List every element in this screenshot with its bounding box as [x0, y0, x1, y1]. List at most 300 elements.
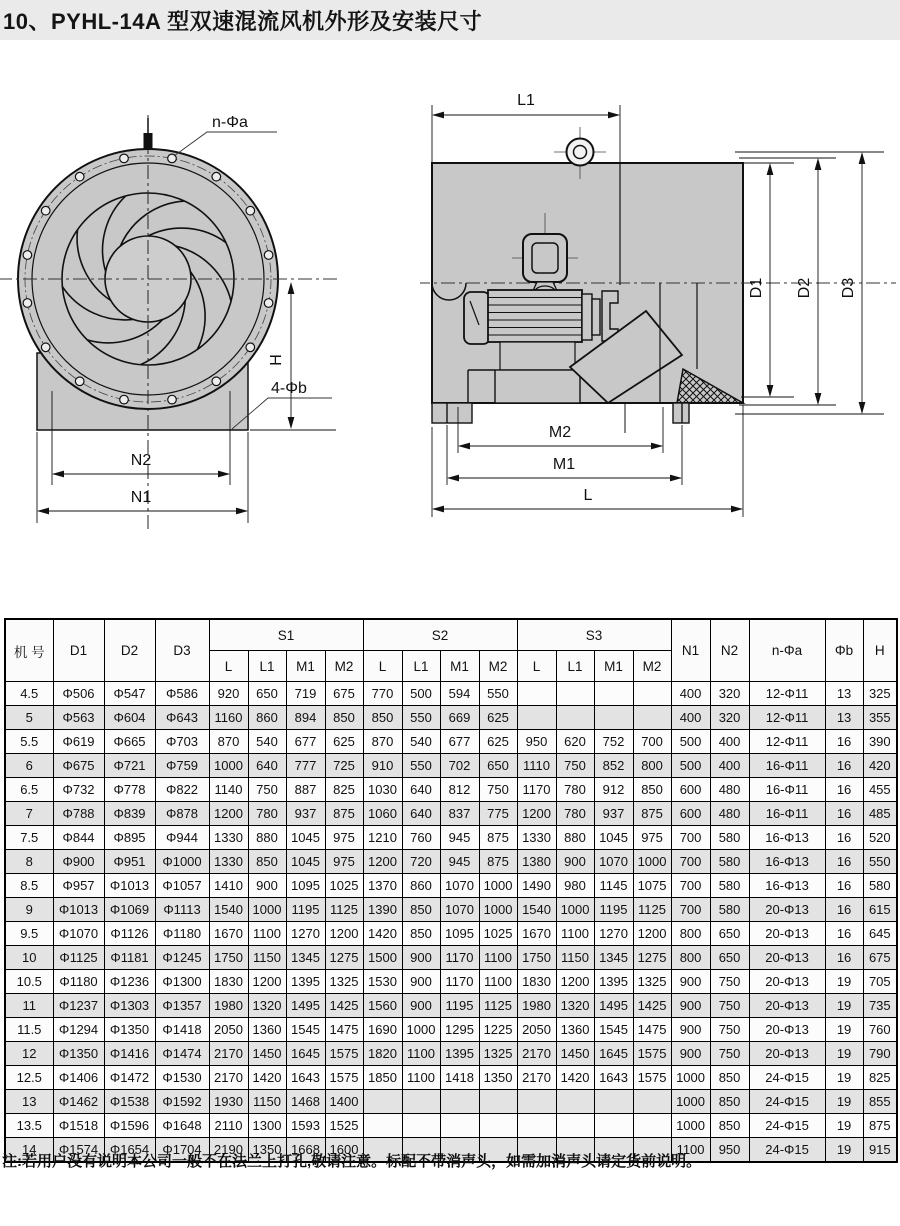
table-cell: 1643 — [594, 1066, 633, 1090]
table-cell: 615 — [863, 898, 897, 922]
sub-header-s2-m2: M2 — [479, 651, 517, 682]
table-cell: 10.5 — [5, 970, 53, 994]
table-cell: 1330 — [517, 826, 556, 850]
table-cell: 16 — [825, 850, 863, 874]
table-cell: 1540 — [517, 898, 556, 922]
table-cell — [633, 1090, 671, 1114]
table-cell: 780 — [556, 802, 594, 826]
table-cell: 1980 — [209, 994, 248, 1018]
table-cell: 700 — [633, 730, 671, 754]
table-cell: 320 — [710, 706, 749, 730]
table-cell: Φ822 — [155, 778, 209, 802]
base-holes-label: 4-Φb — [271, 380, 307, 397]
table-cell: 645 — [863, 922, 897, 946]
table-cell: 550 — [402, 706, 440, 730]
table-cell: Φ1654 — [104, 1138, 155, 1163]
table-cell: 1270 — [286, 922, 325, 946]
l1-label: L1 — [517, 92, 535, 109]
table-cell: 1295 — [440, 1018, 479, 1042]
table-cell: 1400 — [325, 1090, 363, 1114]
table-row — [5, 874, 897, 898]
table-cell: Φ1704 — [155, 1138, 209, 1163]
table-cell — [556, 1090, 594, 1114]
table-cell: 700 — [671, 874, 710, 898]
table-cell: Φ759 — [155, 754, 209, 778]
table-cell: 887 — [286, 778, 325, 802]
table-cell: 1320 — [248, 994, 286, 1018]
col-header-jihao: 机 号 — [5, 619, 53, 682]
table-cell: Φ1538 — [104, 1090, 155, 1114]
sub-header-s3-l1: L1 — [556, 651, 594, 682]
table-row — [5, 778, 897, 802]
table-cell: 14 — [5, 1138, 53, 1163]
table-cell: 750 — [710, 994, 749, 1018]
table-cell: 1450 — [556, 1042, 594, 1066]
table-cell: 725 — [325, 754, 363, 778]
table-cell: 945 — [440, 850, 479, 874]
table-cell: 1395 — [286, 970, 325, 994]
table-cell: 320 — [710, 682, 749, 706]
table-cell: 750 — [710, 1018, 749, 1042]
table-cell: 12.5 — [5, 1066, 53, 1090]
table-cell: 900 — [248, 874, 286, 898]
table-cell: 945 — [440, 826, 479, 850]
table-cell: 880 — [556, 826, 594, 850]
table-cell: 852 — [594, 754, 633, 778]
sub-header-s3-l: L — [517, 651, 556, 682]
table-cell: 8.5 — [5, 874, 53, 898]
table-cell: 550 — [863, 850, 897, 874]
table-cell: 1000 — [402, 1018, 440, 1042]
table-cell: Φ619 — [53, 730, 104, 754]
table-cell: Φ1518 — [53, 1114, 104, 1138]
table-cell: 2110 — [209, 1114, 248, 1138]
table-cell: 700 — [671, 850, 710, 874]
dimension-l — [432, 405, 743, 517]
table-header — [5, 619, 897, 682]
table-cell: 1560 — [363, 994, 402, 1018]
table-cell: 20-Φ13 — [749, 994, 825, 1018]
table-cell: Φ604 — [104, 706, 155, 730]
table-cell: 11 — [5, 994, 53, 1018]
table-cell: 1410 — [209, 874, 248, 898]
table-cell: 775 — [479, 802, 517, 826]
table-cell: 1275 — [325, 946, 363, 970]
fan-side-view-drawing — [420, 85, 900, 535]
table-row — [5, 802, 897, 826]
table-cell: 480 — [710, 802, 749, 826]
table-cell: Φ586 — [155, 682, 209, 706]
table-cell: Φ1303 — [104, 994, 155, 1018]
dimension-table — [4, 618, 898, 1163]
table-cell: 1000 — [479, 874, 517, 898]
table-cell: 1000 — [671, 1114, 710, 1138]
table-cell: 700 — [671, 898, 710, 922]
table-cell: 1070 — [594, 850, 633, 874]
table-row — [5, 1090, 897, 1114]
table-cell: 1045 — [286, 850, 325, 874]
table-cell: 1100 — [248, 922, 286, 946]
n2-label: N2 — [130, 452, 152, 469]
table-cell: 1170 — [440, 970, 479, 994]
table-row — [5, 898, 897, 922]
table-cell: 750 — [710, 1042, 749, 1066]
table-cell: 1325 — [479, 1042, 517, 1066]
col-header-phib: Φb — [825, 619, 863, 682]
table-cell: 580 — [863, 874, 897, 898]
table-cell: Φ1350 — [104, 1018, 155, 1042]
table-cell: 600 — [671, 802, 710, 826]
table-cell: 1475 — [325, 1018, 363, 1042]
table-cell: Φ944 — [155, 826, 209, 850]
table-cell: 1070 — [440, 898, 479, 922]
table-cell: 912 — [594, 778, 633, 802]
table-cell: 825 — [863, 1066, 897, 1090]
table-cell: 480 — [710, 778, 749, 802]
table-cell: Φ844 — [53, 826, 104, 850]
table-cell: 700 — [671, 826, 710, 850]
d2-label: D2 — [796, 277, 813, 299]
table-cell: 1195 — [286, 898, 325, 922]
table-cell: 1110 — [517, 754, 556, 778]
table-cell: 1160 — [209, 706, 248, 730]
table-cell: 580 — [710, 898, 749, 922]
sub-header-s2-l1: L1 — [402, 651, 440, 682]
table-cell: 915 — [863, 1138, 897, 1163]
table-cell: 19 — [825, 1090, 863, 1114]
table-cell: 1200 — [363, 850, 402, 874]
table-cell: 620 — [556, 730, 594, 754]
table-cell: 669 — [440, 706, 479, 730]
bolt-holes-label: n-Φa — [212, 114, 248, 131]
table-cell: 1100 — [479, 970, 517, 994]
table-cell: Φ895 — [104, 826, 155, 850]
table-cell: Φ1113 — [155, 898, 209, 922]
table-cell: Φ1596 — [104, 1114, 155, 1138]
sub-header-s3-m1: M1 — [594, 651, 633, 682]
table-cell: 1420 — [556, 1066, 594, 1090]
table-cell: 1145 — [594, 874, 633, 898]
fan-table-body — [5, 682, 897, 1163]
d3-label: D3 — [840, 277, 857, 299]
table-cell: 1350 — [479, 1066, 517, 1090]
table-cell — [517, 1114, 556, 1138]
sub-header-s1-l: L — [209, 651, 248, 682]
table-cell: 16 — [825, 826, 863, 850]
table-cell: 420 — [863, 754, 897, 778]
table-cell: 677 — [440, 730, 479, 754]
table-cell: Φ1180 — [155, 922, 209, 946]
table-cell: 16-Φ13 — [749, 874, 825, 898]
table-cell: Φ1125 — [53, 946, 104, 970]
table-cell: Φ878 — [155, 802, 209, 826]
table-cell: 900 — [671, 1042, 710, 1066]
table-cell: 580 — [710, 874, 749, 898]
table-cell: 5 — [5, 706, 53, 730]
table-cell: 500 — [402, 682, 440, 706]
group-header-s2: S2 — [363, 619, 517, 651]
table-cell: 1500 — [363, 946, 402, 970]
table-cell: 720 — [402, 850, 440, 874]
table-cell: 975 — [633, 826, 671, 850]
table-cell: 12-Φ11 — [749, 706, 825, 730]
table-cell — [517, 706, 556, 730]
table-cell: 975 — [325, 826, 363, 850]
table-cell — [594, 1114, 633, 1138]
table-row — [5, 826, 897, 850]
table-cell: 2170 — [517, 1066, 556, 1090]
table-cell: 24-Φ15 — [749, 1138, 825, 1163]
table-cell: 1360 — [248, 1018, 286, 1042]
table-cell: 640 — [248, 754, 286, 778]
table-cell: Φ675 — [53, 754, 104, 778]
table-cell: 19 — [825, 1042, 863, 1066]
table-cell: 1325 — [325, 970, 363, 994]
sub-header-s2-m1: M1 — [440, 651, 479, 682]
table-cell: 677 — [286, 730, 325, 754]
table-cell: 735 — [863, 994, 897, 1018]
table-row — [5, 1066, 897, 1090]
table-cell: 1575 — [325, 1042, 363, 1066]
table-cell: 16-Φ13 — [749, 850, 825, 874]
table-cell: 1140 — [209, 778, 248, 802]
group-header-s1: S1 — [209, 619, 363, 651]
table-cell: 1395 — [594, 970, 633, 994]
table-cell: 1000 — [633, 850, 671, 874]
table-cell — [556, 682, 594, 706]
table-cell: 2050 — [209, 1018, 248, 1042]
table-cell: 625 — [325, 730, 363, 754]
table-cell: 20-Φ13 — [749, 1018, 825, 1042]
col-header-d3: D3 — [155, 619, 209, 682]
top-pin — [144, 118, 153, 150]
table-cell: 1540 — [209, 898, 248, 922]
table-cell: 580 — [710, 826, 749, 850]
sub-header-s2-l: L — [363, 651, 402, 682]
table-cell: 750 — [248, 778, 286, 802]
footer-note: 注:若用户没有说明本公司一般不在法兰上打孔,敬请注意。标配不带消声头，如需加消声头请定货前说明。 — [2, 1153, 702, 1170]
table-cell: 937 — [594, 802, 633, 826]
table-cell: Φ1180 — [53, 970, 104, 994]
table-cell — [402, 1114, 440, 1138]
table-cell — [402, 1090, 440, 1114]
m2-label: M2 — [548, 424, 572, 441]
table-cell: 850 — [402, 898, 440, 922]
sub-header-s1-l1: L1 — [248, 651, 286, 682]
table-cell: 1275 — [633, 946, 671, 970]
table-cell: 1670 — [517, 922, 556, 946]
table-cell: Φ1069 — [104, 898, 155, 922]
table-cell: 975 — [325, 850, 363, 874]
table-cell: 1100 — [556, 922, 594, 946]
table-cell: Φ643 — [155, 706, 209, 730]
table-cell: 1095 — [440, 922, 479, 946]
table-cell: Φ1013 — [104, 874, 155, 898]
table-cell: 1418 — [440, 1066, 479, 1090]
table-cell: Φ1648 — [155, 1114, 209, 1138]
table-cell: 1200 — [517, 802, 556, 826]
table-cell: Φ1530 — [155, 1066, 209, 1090]
table-cell: 850 — [363, 706, 402, 730]
table-row — [5, 1114, 897, 1138]
table-cell: 13.5 — [5, 1114, 53, 1138]
sub-header-s3-m2: M2 — [633, 651, 671, 682]
bolt-holes-callout — [174, 114, 277, 156]
table-cell: 1075 — [633, 874, 671, 898]
table-cell: 16-Φ11 — [749, 802, 825, 826]
table-cell: 780 — [556, 778, 594, 802]
table-cell — [556, 706, 594, 730]
fan-front-view-drawing — [0, 95, 340, 535]
table-cell: Φ778 — [104, 778, 155, 802]
table-cell: 880 — [248, 826, 286, 850]
table-row — [5, 706, 897, 730]
table-cell: 1545 — [286, 1018, 325, 1042]
table-row — [5, 730, 897, 754]
table-cell: 900 — [402, 946, 440, 970]
title-bar — [0, 0, 900, 40]
table-cell: 1045 — [594, 826, 633, 850]
table-cell: 594 — [440, 682, 479, 706]
table-cell: 16 — [825, 778, 863, 802]
table-cell: 800 — [633, 754, 671, 778]
table-cell: 850 — [248, 850, 286, 874]
table-cell: Φ1418 — [155, 1018, 209, 1042]
table-cell: 540 — [248, 730, 286, 754]
table-cell: 1045 — [286, 826, 325, 850]
table-cell: 800 — [671, 922, 710, 946]
table-cell: 1320 — [556, 994, 594, 1018]
table-cell: 1330 — [209, 850, 248, 874]
table-cell: 500 — [671, 730, 710, 754]
table-cell: 1150 — [248, 1090, 286, 1114]
table-cell: 900 — [556, 850, 594, 874]
table-cell: 8 — [5, 850, 53, 874]
table-cell: 875 — [479, 826, 517, 850]
table-cell: Φ665 — [104, 730, 155, 754]
table-cell: 850 — [402, 922, 440, 946]
table-cell: Φ1472 — [104, 1066, 155, 1090]
table-cell — [556, 1114, 594, 1138]
table-cell: 1200 — [325, 922, 363, 946]
table-cell: Φ732 — [53, 778, 104, 802]
table-cell: 719 — [286, 682, 325, 706]
table-cell: 12-Φ11 — [749, 730, 825, 754]
table-cell: Φ1181 — [104, 946, 155, 970]
table-cell: 19 — [825, 1114, 863, 1138]
table-cell: 1225 — [479, 1018, 517, 1042]
table-cell: 705 — [863, 970, 897, 994]
table-cell: 400 — [671, 682, 710, 706]
table-cell: 1820 — [363, 1042, 402, 1066]
table-cell: 19 — [825, 970, 863, 994]
table-cell: 20-Φ13 — [749, 1042, 825, 1066]
table-cell: 855 — [863, 1090, 897, 1114]
table-cell: 780 — [248, 802, 286, 826]
table-cell: Φ563 — [53, 706, 104, 730]
table-cell: Φ957 — [53, 874, 104, 898]
table-cell: 540 — [402, 730, 440, 754]
table-cell: 24-Φ15 — [749, 1114, 825, 1138]
table-cell: 1450 — [248, 1042, 286, 1066]
table-cell: Φ1245 — [155, 946, 209, 970]
table-cell: 16 — [825, 922, 863, 946]
table-cell: 7 — [5, 802, 53, 826]
table-cell: 1670 — [209, 922, 248, 946]
table-cell: 6 — [5, 754, 53, 778]
table-cell: 16 — [825, 754, 863, 778]
table-cell: 4.5 — [5, 682, 53, 706]
table-cell: 1325 — [633, 970, 671, 994]
table-cell: 1575 — [325, 1066, 363, 1090]
table-cell: 24-Φ15 — [749, 1066, 825, 1090]
table-cell: 1750 — [209, 946, 248, 970]
dimension-d1 — [741, 163, 794, 397]
table-cell — [479, 1114, 517, 1138]
table-cell: 9 — [5, 898, 53, 922]
table-cell: 19 — [825, 994, 863, 1018]
table-cell: Φ1300 — [155, 970, 209, 994]
table-cell: 1495 — [286, 994, 325, 1018]
table-cell: 650 — [479, 754, 517, 778]
table-cell: 920 — [209, 682, 248, 706]
page-title: 10、PYHL-14A 型双速混流风机外形及安装尺寸 — [3, 8, 483, 34]
table-cell: Φ547 — [104, 682, 155, 706]
l-label: L — [583, 487, 593, 504]
table-cell: 875 — [863, 1114, 897, 1138]
table-cell — [633, 682, 671, 706]
table-cell: 1095 — [286, 874, 325, 898]
table-cell: 750 — [479, 778, 517, 802]
table-cell: 325 — [863, 682, 897, 706]
table-cell: 1300 — [248, 1114, 286, 1138]
table-cell: Φ1013 — [53, 898, 104, 922]
table-cell: Φ788 — [53, 802, 104, 826]
table-cell: 1070 — [440, 874, 479, 898]
table-cell: 500 — [671, 754, 710, 778]
table-cell: 1100 — [402, 1066, 440, 1090]
table-cell: 1100 — [402, 1042, 440, 1066]
table-cell: Φ900 — [53, 850, 104, 874]
table-cell: 1380 — [517, 850, 556, 874]
table-cell: 1330 — [209, 826, 248, 850]
table-row — [5, 946, 897, 970]
table-cell: 1370 — [363, 874, 402, 898]
table-cell: 600 — [671, 778, 710, 802]
table-cell: 1668 — [286, 1138, 325, 1163]
table-cell: Φ1592 — [155, 1090, 209, 1114]
table-cell — [517, 1090, 556, 1114]
table-cell: Φ1000 — [155, 850, 209, 874]
table-cell: Φ1357 — [155, 994, 209, 1018]
table-cell: 1425 — [325, 994, 363, 1018]
table-cell: 390 — [863, 730, 897, 754]
table-cell: 1000 — [248, 898, 286, 922]
table-cell: Φ1126 — [104, 922, 155, 946]
table-cell: 11.5 — [5, 1018, 53, 1042]
table-cell: 1100 — [671, 1138, 710, 1163]
table-cell: 1830 — [209, 970, 248, 994]
sub-header-s1-m1: M1 — [286, 651, 325, 682]
table-cell: Φ951 — [104, 850, 155, 874]
table-cell: 1545 — [594, 1018, 633, 1042]
table-cell: 675 — [863, 946, 897, 970]
table-cell — [363, 1114, 402, 1138]
col-header-h: H — [863, 619, 897, 682]
table-cell: 24-Φ15 — [749, 1090, 825, 1114]
table-cell: 16 — [825, 802, 863, 826]
table-cell: 1750 — [517, 946, 556, 970]
